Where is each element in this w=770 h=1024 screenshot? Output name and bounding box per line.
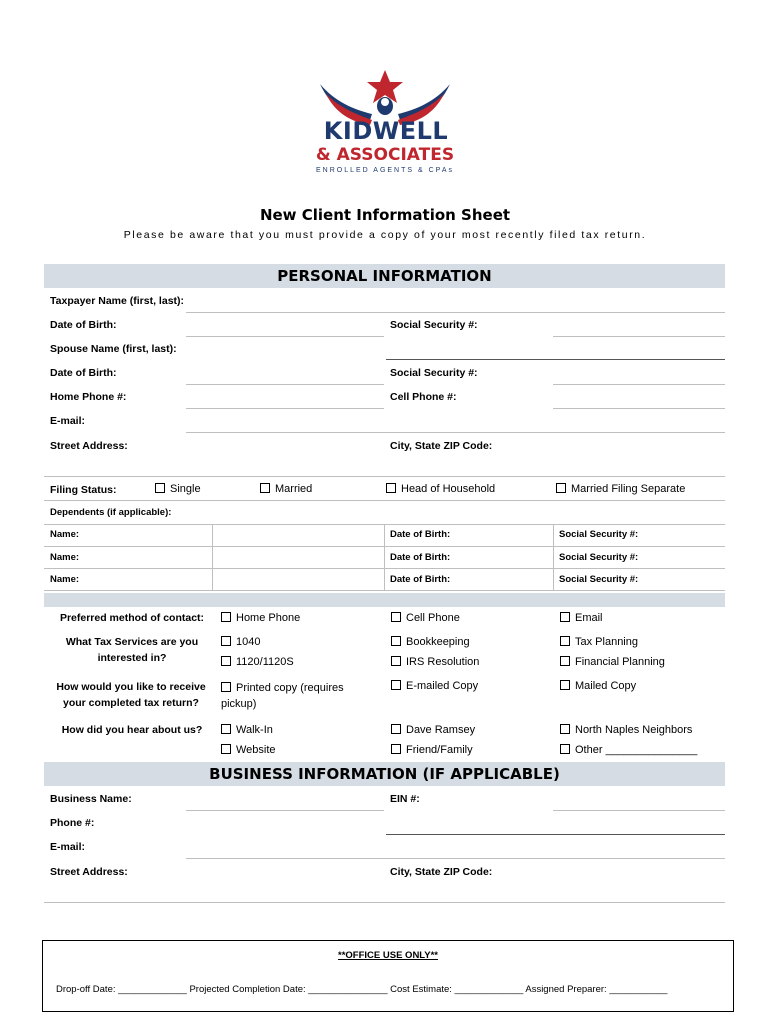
service-option-financial[interactable]: Financial Planning (560, 656, 665, 668)
business-name-label: Business Name: (50, 793, 132, 805)
hear-option-other[interactable]: Other _______________ (560, 744, 697, 756)
business-address-field[interactable] (44, 902, 725, 903)
dependent-name-label: Name: (50, 552, 80, 563)
filing-option-single[interactable]: Single (155, 483, 201, 495)
home-phone-field[interactable] (186, 408, 384, 409)
checkbox[interactable] (391, 724, 401, 734)
cell-phone-field[interactable] (553, 408, 725, 409)
spacer-band (44, 593, 725, 607)
dependent-name-label: Name: (50, 529, 80, 540)
email-label: E-mail: (50, 415, 86, 427)
hear-option-walkin[interactable]: Walk-In (221, 724, 273, 736)
checkbox[interactable] (221, 724, 231, 734)
dependent-name-label: Name: (50, 574, 80, 585)
filing-option-separate[interactable]: Married Filing Separate (556, 483, 685, 495)
checkbox[interactable] (391, 612, 401, 622)
hear-option-neighbors[interactable]: North Naples Neighbors (560, 724, 692, 736)
service-option-1120[interactable]: 1120/1120S (221, 656, 294, 668)
business-email-field[interactable] (186, 858, 725, 859)
hear-option-ramsey[interactable]: Dave Ramsey (391, 724, 475, 736)
taxpayer-name-label: Taxpayer Name (first, last): (50, 295, 185, 307)
city-label: City, State ZIP Code: (390, 440, 493, 452)
hear-question: How did you hear about us? (61, 724, 203, 736)
copy-option-mailed[interactable]: Mailed Copy (560, 680, 636, 692)
filing-option-head[interactable]: Head of Household (386, 483, 495, 495)
checkbox[interactable] (221, 744, 231, 754)
business-name-field[interactable] (186, 810, 384, 811)
checkbox[interactable] (560, 636, 570, 646)
dependents-label: Dependents (if applicable): (50, 507, 172, 518)
checkbox[interactable] (391, 680, 401, 690)
checkbox[interactable] (221, 682, 231, 692)
office-use-fields: Drop-off Date: _____________ Projected Completion Date: _______________ Cost Estimate: _____________ Assigned Preparer: ___________ (56, 984, 668, 995)
contact-option-cell[interactable]: Cell Phone (391, 612, 460, 624)
ein-field[interactable] (553, 810, 725, 811)
ssn-field[interactable] (553, 336, 725, 337)
dependent-ssn-label: Social Security #: (559, 529, 639, 540)
dob-field[interactable] (186, 336, 384, 337)
home-phone-label: Home Phone #: (50, 391, 127, 403)
service-option-1040[interactable]: 1040 (221, 636, 260, 648)
business-city-label: City, State ZIP Code: (390, 866, 493, 878)
spouse-dob-label: Date of Birth: (50, 367, 117, 379)
checkbox[interactable] (560, 744, 570, 754)
dependent-row-field[interactable] (44, 590, 725, 591)
ein-label: EIN #: (390, 793, 420, 805)
business-email-label: E-mail: (50, 841, 86, 853)
checkbox[interactable] (560, 724, 570, 734)
business-section-header (44, 762, 725, 786)
checkbox[interactable] (391, 636, 401, 646)
checkbox[interactable] (556, 483, 566, 493)
personal-heading: PERSONAL INFORMATION (277, 267, 492, 285)
logo-name: KIDWELL (323, 117, 449, 145)
spouse-name-label: Spouse Name (first, last): (50, 343, 177, 355)
contact-option-home[interactable]: Home Phone (221, 612, 300, 624)
service-option-planning[interactable]: Tax Planning (560, 636, 638, 648)
ssn-label: Social Security #: (390, 319, 478, 331)
dependent-dob-label: Date of Birth: (390, 529, 451, 540)
checkbox[interactable] (260, 483, 270, 493)
checkbox[interactable] (391, 744, 401, 754)
business-street-label: Street Address: (50, 866, 128, 878)
logo-associates: & ASSOCIATES (315, 145, 455, 165)
service-option-irs[interactable]: IRS Resolution (391, 656, 479, 668)
spouse-ssn-label: Social Security #: (390, 367, 478, 379)
dob-label: Date of Birth: (50, 319, 117, 331)
address-field[interactable] (44, 476, 725, 477)
copy-option-emailed[interactable]: E-mailed Copy (391, 680, 478, 692)
services-question: What Tax Services are you interested in? (65, 636, 199, 664)
filing-option-married[interactable]: Married (260, 483, 312, 495)
checkbox[interactable] (221, 612, 231, 622)
street-label: Street Address: (50, 440, 128, 452)
copy-question: How would you like to receive your completed tax return? (56, 681, 206, 709)
spouse-dob-field[interactable] (186, 384, 384, 385)
checkbox[interactable] (560, 656, 570, 666)
checkbox[interactable] (560, 612, 570, 622)
spouse-name-field[interactable] (386, 359, 725, 360)
filing-status-label: Filing Status: (50, 484, 117, 496)
taxpayer-name-field[interactable] (186, 312, 725, 313)
checkbox[interactable] (221, 656, 231, 666)
email-field[interactable] (186, 432, 725, 433)
cell-phone-label: Cell Phone #: (390, 391, 457, 403)
logo-tagline: ENROLLED AGENTS & CPAs (315, 167, 454, 174)
dependent-dob-label: Date of Birth: (390, 574, 451, 585)
office-use-title: **OFFICE USE ONLY** (338, 950, 438, 961)
divider (553, 524, 554, 590)
divider (212, 524, 213, 590)
service-option-bookkeeping[interactable]: Bookkeeping (391, 636, 470, 648)
page-subtitle: Please be aware that you must provide a copy of your most recently filed tax return. (123, 229, 647, 241)
hear-option-friend[interactable]: Friend/Family (391, 744, 473, 756)
checkbox[interactable] (391, 656, 401, 666)
checkbox[interactable] (560, 680, 570, 690)
business-heading: BUSINESS INFORMATION (IF APPLICABLE) (209, 765, 560, 783)
checkbox[interactable] (221, 636, 231, 646)
dependent-ssn-label: Social Security #: (559, 574, 639, 585)
spouse-ssn-field[interactable] (553, 384, 725, 385)
page-title: New Client Information Sheet (259, 206, 511, 224)
personal-section-header (44, 264, 725, 288)
checkbox[interactable] (155, 483, 165, 493)
contact-option-email[interactable]: Email (560, 612, 603, 624)
dependent-dob-label: Date of Birth: (390, 552, 451, 563)
copy-option-printed[interactable]: Printed copy (requires pickup) (221, 682, 344, 710)
contact-question: Preferred method of contact: (59, 612, 205, 624)
business-phone-label: Phone #: (50, 817, 95, 829)
business-phone-field[interactable] (386, 834, 725, 835)
divider (384, 524, 385, 590)
dependent-ssn-label: Social Security #: (559, 552, 639, 563)
divider (44, 500, 725, 501)
hear-option-website[interactable]: Website (221, 744, 276, 756)
checkbox[interactable] (386, 483, 396, 493)
